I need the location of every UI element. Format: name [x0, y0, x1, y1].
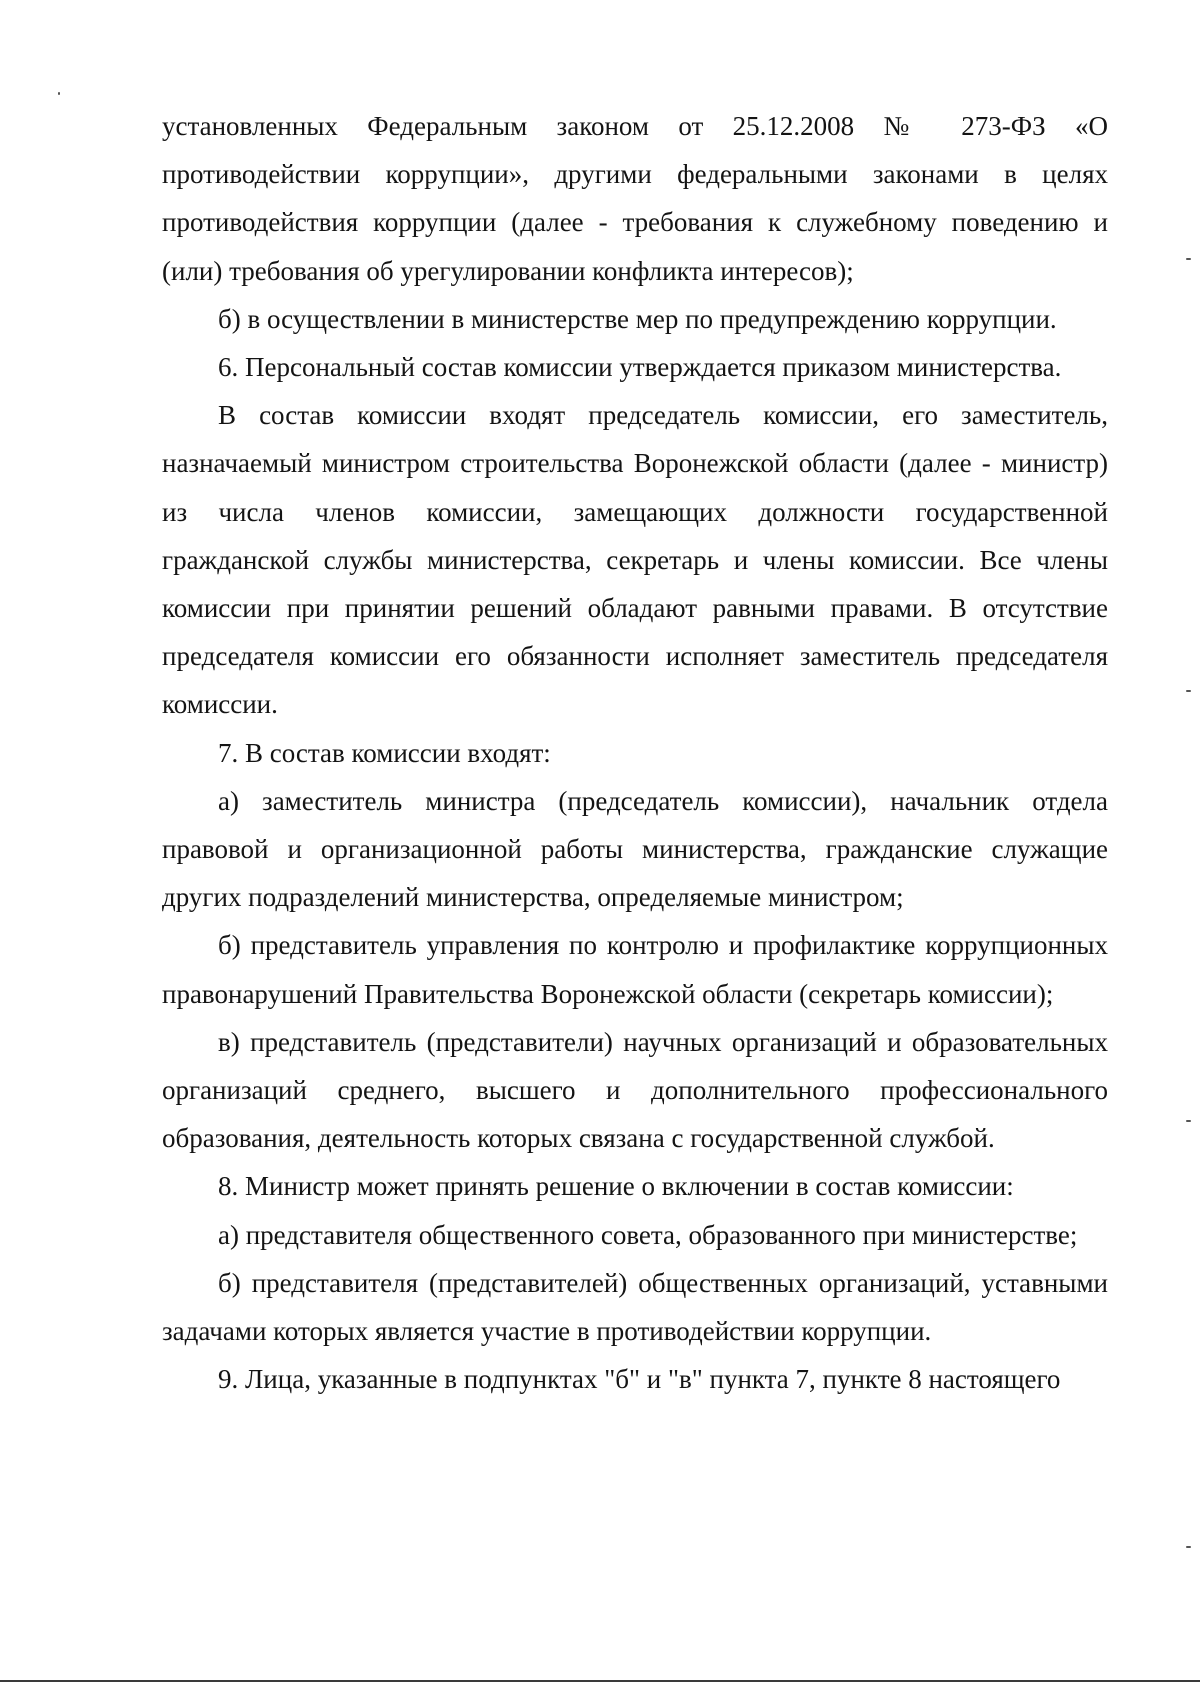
scan-speck	[1186, 1120, 1191, 1122]
scan-speck	[58, 92, 60, 95]
paragraph-8a: а) представителя общественного совета, образованного при министерстве;	[218, 1219, 1078, 1250]
paragraph-8: 8. Министр может принять решение о включении в состав комиссии:	[218, 1171, 1014, 1202]
page-bottom-edge	[0, 1680, 1200, 1682]
scan-speck	[1186, 258, 1191, 260]
paragraph-8b: б) представителя (представителей) общественных организаций, уставными задачами которых является участие в противодействии коррупции.	[162, 1267, 1108, 1347]
document-body	[162, 102, 1108, 1403]
paragraph-7v: в) представитель (представители) научных организаций и образовательных организаций среднего, высшего и дополнительного профессионального образования, деятельность которых связана с государственной службой.	[162, 1026, 1108, 1154]
paragraph-7b: б) представитель управления по контролю и профилактике коррупционных правонарушений Правительства Воронежской области (секретарь комиссии);	[162, 930, 1108, 1009]
paragraph-6: 6. Персональный состав комиссии утверждается приказом министерства.	[218, 352, 1062, 383]
scan-speck	[1186, 1546, 1191, 1548]
paragraph-7a: а) заместитель министра (председатель комиссии), начальник отдела правовой и организационной работы министерства, гражданские служащие других подразделений министерства, определяемые министром;	[162, 785, 1108, 913]
paragraph-commission-composition: В состав комиссии входят председатель комиссии, его заместитель, назначаемый министром строительства Воронежской области (далее - министр) из числа членов комиссии, замещающих должности государственной гражданской службы министерства, секретарь и члены комиссии. Все члены комиссии при принятии решений обладают равными правами. В отсутствие председателя комиссии его обязанности исполняет заместитель председателя комиссии.	[162, 400, 1108, 720]
paragraph-item-b-prevention: б) в осуществлении в министерстве мер по предупреждению коррупции.	[218, 303, 1057, 334]
paragraph-9: 9. Лица, указанные в подпунктах "б" и "в" пункта 7, пункте 8 настоящего	[218, 1364, 1061, 1395]
paragraph-7: 7. В состав комиссии входят:	[218, 737, 551, 768]
scan-speck	[1186, 690, 1191, 692]
paragraph-continuation: установленных Федеральным законом от 25.12.2008 № 273-ФЗ «О противодействии коррупции», другими федеральными законами в целях противодействия коррупции (далее - требования к служебному поведению и (или) требования об урегулировании конфликта интересов);	[162, 111, 1108, 286]
